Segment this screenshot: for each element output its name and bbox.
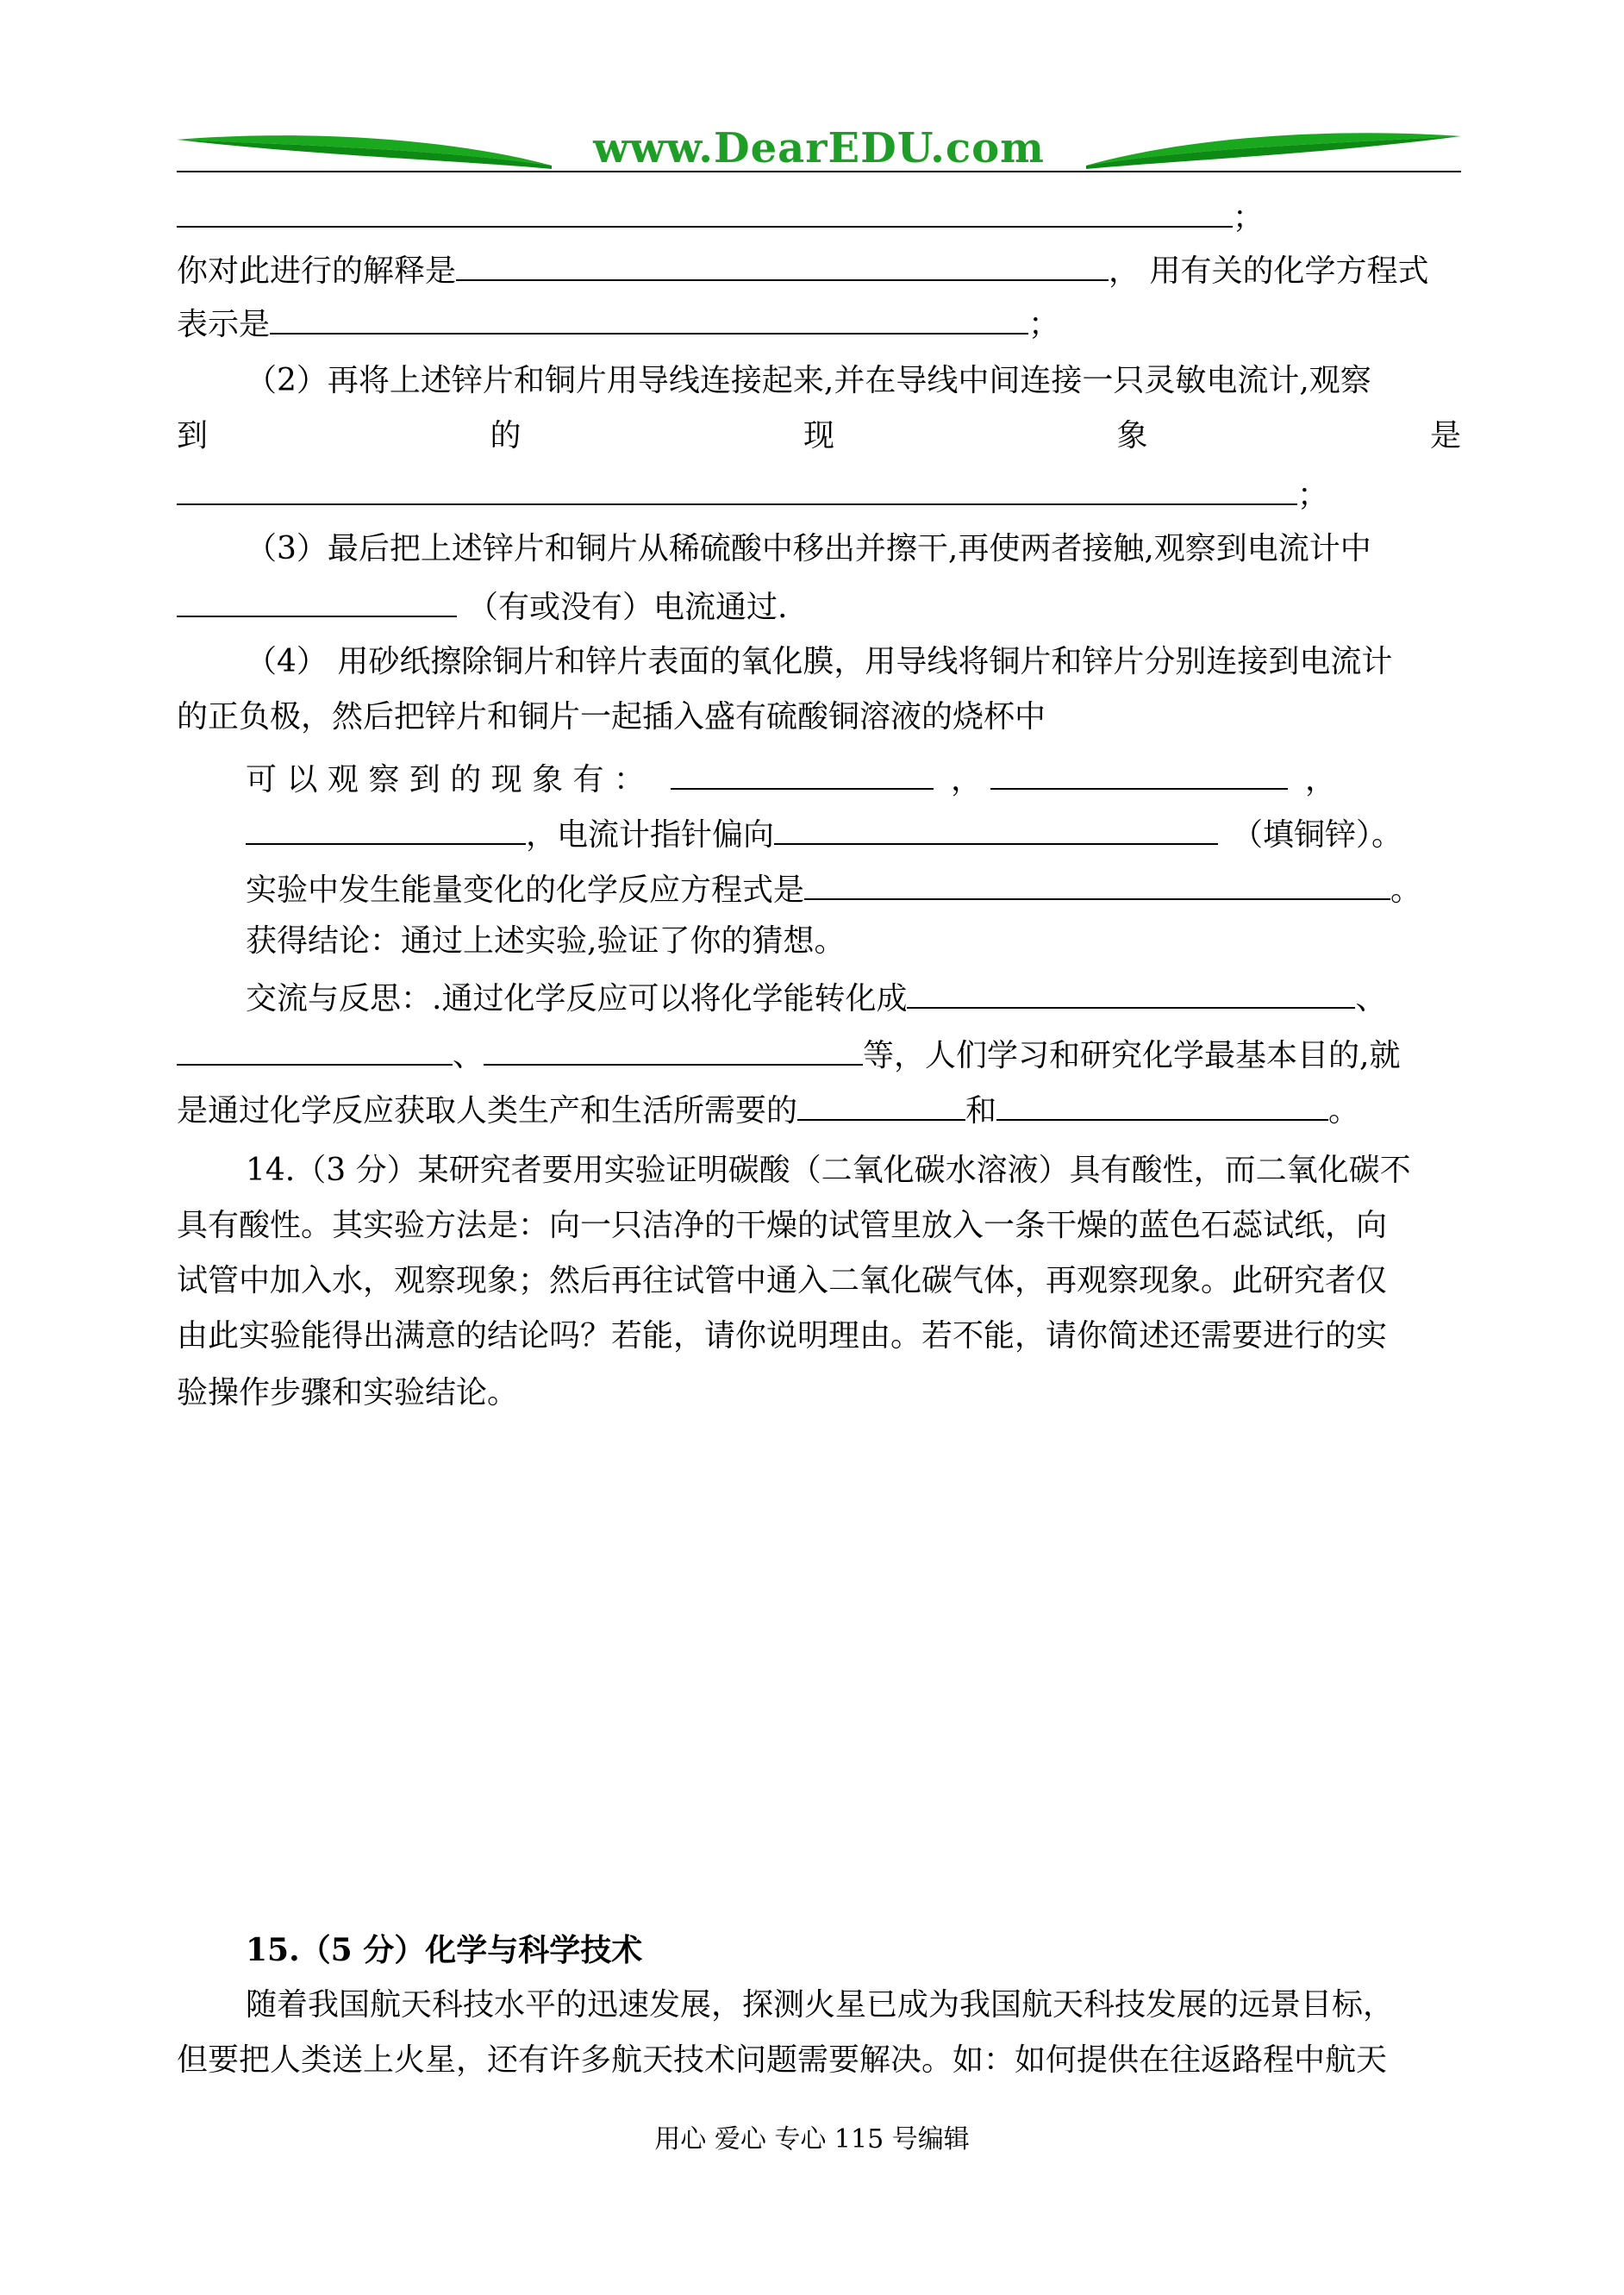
- question-15-line-2: [177, 2040, 1461, 2081]
- text: 你对此进行的解释是: [177, 253, 457, 289]
- punct: ；: [1028, 307, 1060, 342]
- line-13: [177, 867, 1530, 909]
- answer-blank[interactable]: [990, 757, 1288, 790]
- answer-blank[interactable]: [484, 1033, 863, 1066]
- word: 的: [490, 418, 522, 453]
- punct: 、: [453, 1038, 484, 1073]
- text: 获得结论：通过上述实验,验证了你的猜想。: [246, 923, 846, 959]
- text: 验操作步骤和实验结论。: [177, 1375, 519, 1410]
- line-1: [177, 195, 1461, 236]
- answer-blank[interactable]: [246, 812, 526, 845]
- text: 由此实验能得出满意的结论吗？若能，请你说明理由。若不能，请你简述还需要进行的实: [177, 1318, 1388, 1354]
- punct: 。: [1328, 1093, 1360, 1129]
- text: 实验中发生能量变化的化学反应方程式是: [246, 872, 805, 908]
- logo-text: www.DearEDU.com: [593, 124, 1045, 172]
- text: ，电流计指针偏向: [526, 817, 775, 853]
- text: 15.（5 分）化学与科学技术: [246, 1932, 643, 1968]
- answer-blank[interactable]: [177, 472, 1297, 505]
- page-footer: 用心 爱心 专心 115 号编辑: [654, 2124, 970, 2154]
- text: （填铜锌）。: [1232, 817, 1403, 853]
- text: 具有酸性。其实验方法是：向一只洁净的干燥的试管里放入一条干燥的蓝色石蕊试纸，向: [177, 1208, 1388, 1243]
- line-14: [177, 921, 1530, 962]
- text: 是通过化学反应获取人类生产和生活所需要的: [177, 1093, 798, 1129]
- text: 表示是: [177, 307, 271, 342]
- answer-blank[interactable]: [177, 585, 457, 617]
- header-rule: [177, 171, 1461, 172]
- answer-blank[interactable]: [804, 867, 1390, 900]
- text: 14.（3 分）某研究者要用实验证明碳酸（二氧化碳水溶液）具有酸性，而二氧化碳不: [246, 1153, 1411, 1188]
- answer-blank[interactable]: [177, 1033, 453, 1066]
- text: ， 用有关的化学方程式: [1109, 253, 1429, 289]
- answer-blank[interactable]: [797, 1088, 965, 1121]
- question-14-line-3: [177, 1260, 1461, 1302]
- answer-blank[interactable]: [883, 248, 1109, 281]
- punct: 、: [1355, 981, 1387, 1016]
- site-header: [172, 121, 1465, 190]
- answer-blank[interactable]: [907, 976, 1165, 1009]
- line-9: [177, 641, 1530, 683]
- word: 象: [1116, 418, 1148, 453]
- line-15: [177, 976, 1530, 1017]
- question-15-title: [177, 1929, 1530, 1971]
- line-8: [177, 585, 1461, 626]
- line-5: [177, 416, 1461, 457]
- word: 到: [177, 418, 209, 453]
- text: 但要把人类送上火星，还有许多航天技术问题需要解决。如：如何提供在往返路程中航天: [177, 2042, 1388, 2078]
- question-14-line-2: [177, 1205, 1461, 1247]
- punct: ，: [951, 762, 983, 797]
- answer-blank[interactable]: [996, 1088, 1328, 1121]
- line-3: [177, 302, 1461, 343]
- question-14-line-4: [177, 1316, 1461, 1357]
- text: （3）最后把上述锌片和铜片从稀硫酸中移出并擦干,再使两者接触,观察到电流计中: [246, 531, 1371, 566]
- text: （4） 用砂纸擦除铜片和锌片表面的氧化膜，用导线将铜片和锌片分别连接到电流计: [246, 644, 1393, 679]
- text: （有或没有）电流通过.: [467, 590, 788, 625]
- question-14-line-1: [177, 1150, 1530, 1191]
- line-10: [177, 697, 1461, 738]
- answer-blank[interactable]: [177, 195, 1233, 228]
- question-15-line-1: [177, 1985, 1530, 2026]
- line-16: [177, 1033, 1461, 1074]
- text: 可 以 观 察 到 的 现 象 有 ：: [246, 762, 645, 797]
- question-14-line-5: [177, 1373, 1461, 1414]
- punct: ，: [1305, 762, 1337, 797]
- punct: ；: [1233, 200, 1265, 235]
- text: 试管中加入水，观察现象；然后再往试管中通入二氧化碳气体，再观察现象。此研究者仅: [177, 1263, 1388, 1298]
- word: 是: [1429, 418, 1461, 453]
- answer-blank[interactable]: [774, 812, 1218, 845]
- text: 和: [965, 1093, 997, 1129]
- text: 的正负极，然后把锌片和铜片一起插入盛有硫酸铜溶液的烧杯中: [177, 699, 1046, 735]
- answer-blank[interactable]: [456, 248, 883, 281]
- text: 等，人们学习和研究化学最基本目的,就: [863, 1038, 1401, 1073]
- line-17: [177, 1088, 1461, 1129]
- answer-blank[interactable]: [671, 757, 934, 790]
- line-6: [177, 472, 1461, 514]
- punct: ；: [1297, 478, 1329, 513]
- punct: 。: [1390, 872, 1422, 908]
- line-12: [177, 812, 1530, 854]
- line-11: [177, 757, 1530, 798]
- line-4: [177, 360, 1530, 402]
- text: （2）再将上述锌片和铜片用导线连接起来,并在导线中间连接一只灵敏电流计,观察: [246, 363, 1371, 398]
- answer-blank[interactable]: [270, 302, 1028, 335]
- text: 随着我国航天科技水平的迅速发展，探测火星已成为我国航天科技发展的远景目标，: [246, 1987, 1395, 2023]
- word: 现: [803, 418, 834, 453]
- line-7: [177, 528, 1530, 570]
- answer-blank[interactable]: [1165, 976, 1355, 1009]
- line-2: [177, 248, 1461, 290]
- text: 交流与反思：.通过化学反应可以将化学能转化成: [246, 981, 908, 1016]
